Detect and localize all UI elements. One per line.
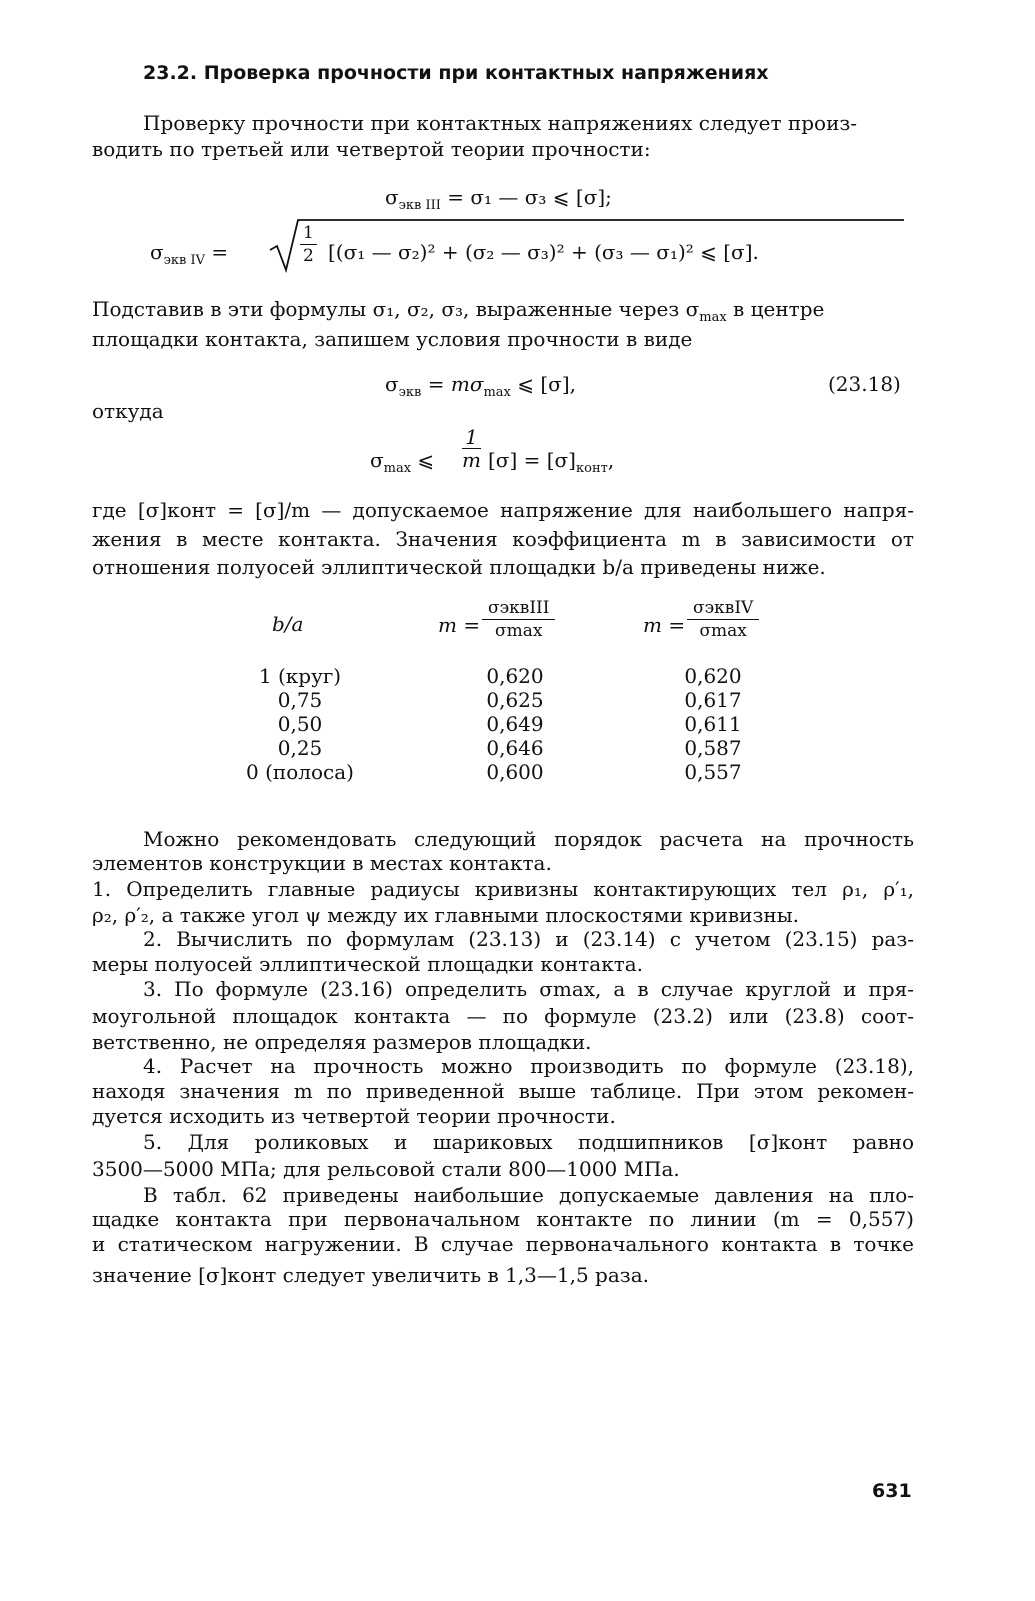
table-cell: 0,649 (486, 712, 544, 736)
eqmax-fraction (462, 426, 481, 471)
body-line-14: 3500—5000 МПа; для рельсовой стали 800—1000 МПа. (92, 1157, 680, 1181)
table-cell: 0,625 (486, 688, 544, 712)
para2-line-2: площадки контакта, запишем условия прочности в виде (92, 327, 693, 351)
body-line-4: ρ₂, ρ′₂, а также угол ψ между их главными плоскостями кривизны. (92, 903, 800, 927)
eq18-sub-ekv: экв (398, 385, 422, 400)
para3-line-2: жения в месте контакта. Значения коэффициента m в зависимости от (92, 527, 914, 551)
eq4-subscript: экв IV (163, 253, 206, 268)
body-line-12: дуется исходить из четвертой теории прочности. (92, 1104, 616, 1128)
table-cell: 0,646 (486, 736, 544, 760)
header-m4-num: σэквIV (687, 597, 759, 620)
body-line-16: щадке контакта при первоначальном контакте по линии (m = 0,557) (92, 1207, 914, 1231)
table-cell: 0,617 (684, 688, 742, 712)
para2-text-b: в центре (726, 297, 825, 321)
header-m3-den: σmax (495, 621, 543, 641)
eq4-frac-den: 2 (303, 246, 314, 266)
para3-line-1: где [σ]конт = [σ]/m — допускаемое напряжение для наибольшего напря- (92, 498, 914, 522)
eq18-rhs: = mσ (421, 372, 484, 396)
table-header-ba: b/a (272, 612, 304, 636)
eq18-tail: ⩽ [σ], (510, 372, 576, 396)
eq18-sub-max: max (483, 385, 511, 400)
body-line-13: 5. Для роликовых и шариковых подшипников [σ]конт равно (143, 1130, 914, 1154)
table-cell: 0,25 (277, 736, 323, 760)
eq4-frac-num: 1 (300, 222, 317, 245)
body-line-1: Можно рекомендовать следующий порядок расчета на прочность (143, 827, 914, 851)
para2-text-a: Подставив в эти формулы σ₁, σ₂, σ₃, выраженные через σ (92, 297, 700, 321)
intro-line-1: Проверку прочности при контактных напряжениях следует произ- (143, 111, 858, 135)
body-line-15: В табл. 62 приведены наибольшие допускаемые давления на пло- (143, 1183, 914, 1207)
eq4-sigma: σ (150, 240, 164, 264)
equation-number-23-18: (23.18) (828, 372, 901, 396)
header-m4-den: σmax (699, 621, 747, 641)
table-cell: 0 (полоса) (246, 760, 354, 784)
body-line-3: 1. Определить главные радиусы кривизны контактирующих тел ρ₁, ρ′₁, (92, 877, 914, 901)
page-number: 631 (872, 1480, 912, 1502)
eq4-body: [(σ₁ — σ₂)² + (σ₂ — σ₃)² + (σ₃ — σ₁)² ⩽ [σ]. (328, 240, 759, 264)
body-line-10: 4. Расчет на прочность можно производить по формуле (23.18), (143, 1054, 914, 1078)
para3-line-3: отношения полуосей эллиптической площадки b/a приведены ниже. (92, 555, 826, 579)
eq18-sigma: σ (385, 372, 399, 396)
table-cell: 0,620 (684, 664, 742, 688)
table-cell: 0,611 (684, 712, 742, 736)
table-column-ba (230, 664, 370, 784)
body-line-9: ветственно, не определяя размеров площадки. (92, 1030, 592, 1054)
para2-sub-max: max (699, 310, 727, 325)
intro-line-2: водить по третьей или четвертой теории прочности: (92, 137, 651, 161)
table-cell: 0,557 (684, 760, 742, 784)
header-m4-frac (687, 597, 759, 642)
table-cell: 0,600 (486, 760, 544, 784)
otkuda-label: откуда (92, 399, 164, 423)
eq3-subscript: экв III (398, 198, 441, 213)
table-cell: 0,620 (486, 664, 544, 688)
table-cell: 1 (круг) (258, 664, 342, 688)
eqmax-sub: max (383, 461, 412, 476)
eqmax-tail: [σ] = [σ] (488, 448, 576, 472)
table-column-m3 (470, 664, 560, 784)
formula-third-theory (385, 185, 612, 213)
eq4-equals: = (205, 240, 229, 264)
table-cell: 0,75 (277, 688, 323, 712)
equation-23-18 (385, 372, 576, 400)
table-cell: 0,50 (277, 712, 323, 736)
body-line-11: находя значения m по приведенной выше таблице. При этом рекомен- (92, 1079, 914, 1103)
body-line-5: 2. Вычислить по формулам (23.13) и (23.14) с учетом (23.15) раз- (143, 927, 914, 951)
equation-sigma-max (370, 424, 690, 484)
eqmax-end: , (607, 448, 615, 472)
body-line-6: меры полуосей эллиптической площадки контакта. (92, 952, 644, 976)
body-line-7: 3. По формуле (23.16) определить σmax, а в случае круглой и пря- (143, 977, 914, 1001)
eq4-half-fraction (300, 222, 317, 267)
header-m3-eq: m = (438, 613, 481, 637)
eqmax-sigma: σ (370, 448, 384, 472)
body-line-17: и статическом нагружении. В случае первоначального контакта в точке (92, 1232, 914, 1256)
body-line-2: элементов конструкции в местах контакта. (92, 851, 552, 875)
eq3-rhs: = σ₁ — σ₃ ⩽ [σ]; (440, 185, 612, 209)
body-line-8: моугольной площадок контакта — по формуле (23.2) или (23.8) соот- (92, 1004, 914, 1028)
eqmax-frac-num: 1 (462, 426, 481, 449)
header-m3-num: σэквIII (482, 597, 555, 620)
header-m3-frac (482, 597, 555, 642)
eqmax-le: ⩽ (411, 448, 435, 472)
eqmax-sub-kont: конт (576, 461, 608, 476)
section-heading: 23.2. Проверка прочности при контактных напряжениях (143, 62, 769, 84)
table-cell: 0,587 (684, 736, 742, 760)
body-line-18: значение [σ]конт следует увеличить в 1,3—1,5 раза. (92, 1263, 649, 1287)
eq3-sigma: σ (385, 185, 399, 209)
eqmax-frac-den: m (462, 448, 481, 472)
table-column-m4 (668, 664, 758, 784)
header-m4-eq: m = (643, 613, 686, 637)
